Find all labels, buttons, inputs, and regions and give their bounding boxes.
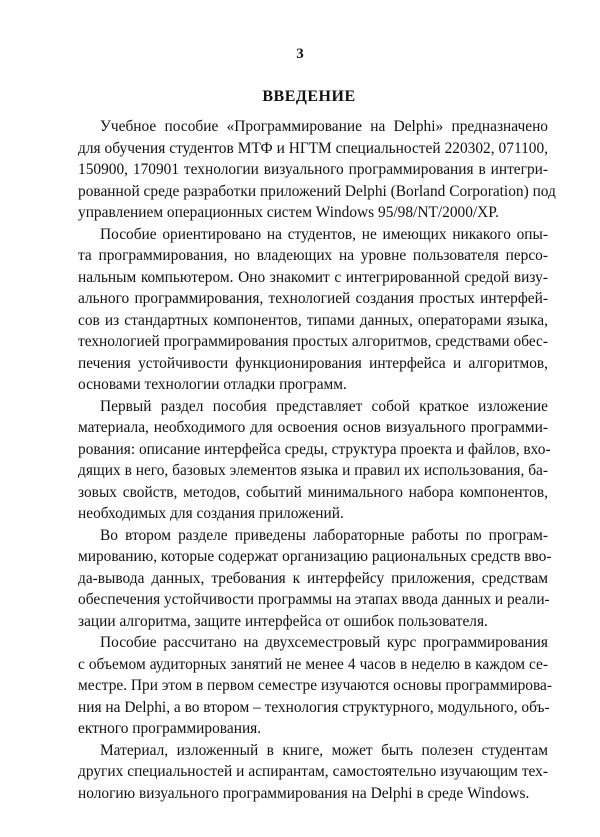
text-line: других специальностей и аспирантам, самостоятельно изучающим тех- bbox=[78, 763, 548, 780]
text-line: ектного программирования. bbox=[78, 720, 262, 737]
text-line: ния на Delphi, а во втором – технология структурного, модульного, объ- bbox=[78, 698, 550, 716]
text-line: сов из стандартных компонентов, типами данных, операторами языка, bbox=[78, 311, 548, 329]
text-line: Материал, изложенный в книге, может быть полезен студентам bbox=[100, 741, 548, 759]
text-line: управлением операционных систем Windows 95/98/NT/2000/XP. bbox=[78, 204, 500, 221]
text-line: необходимых для создания приложений. bbox=[78, 505, 344, 522]
paragraph-1 bbox=[78, 116, 556, 224]
text-line: рования: описание интерфейса среды, структура проекта и файлов, вхо- bbox=[78, 440, 551, 458]
text-line: местре. При этом в первом семестре изучаются основы программирова- bbox=[78, 677, 552, 694]
text-line: зовых свойств, методов, событий минимального набора компонентов, bbox=[78, 483, 548, 501]
text-line: Первый раздел пособия представляет собой краткое изложение bbox=[100, 397, 548, 415]
page-title: ВВЕДЕНИЕ bbox=[262, 88, 356, 105]
paragraph-2 bbox=[78, 224, 548, 396]
text-line: Во втором разделе приведены лабораторные работы по програм- bbox=[100, 526, 548, 544]
text-line: та программирования, но владеющих на уровне пользователя персо- bbox=[78, 247, 548, 264]
text-line: мированию, которые содержат организацию рациональных средств вво- bbox=[78, 548, 552, 565]
paragraph-3 bbox=[78, 396, 551, 525]
text-line: Пособие ориентировано на студентов, не имеющих никакого опы- bbox=[100, 225, 548, 243]
text-line: печения устойчивости функционирования интерфейса и алгоритмов, bbox=[78, 354, 548, 372]
body-text bbox=[78, 116, 556, 804]
text-line: Учебное пособие «Программирование на Delphi» предназначено bbox=[100, 118, 548, 135]
text-line: основами технологии отладки программ. bbox=[78, 376, 347, 393]
text-line: нальным компьютером. Оно знакомит с интегрированной средой визу- bbox=[78, 268, 548, 286]
paragraph-5 bbox=[78, 632, 552, 740]
text-line: дящих в него, базовых элементов языка и правил их использования, ба- bbox=[78, 462, 548, 479]
text-line: зации алгоритма, защите интерфейса от ошибок пользователя. bbox=[78, 612, 488, 630]
text-line: для обучения студентов МТФ и НГТМ специальностей 220302, 071100, bbox=[78, 139, 548, 157]
paragraph-4 bbox=[78, 525, 552, 633]
text-line: нологию визуального программирования на Delphi в среде Windows. bbox=[78, 784, 530, 802]
text-line: рованной среде разработки приложений Delphi (Borland Corporation) под bbox=[78, 182, 556, 200]
text-line: материала, необходимого для освоения основ визуального программи- bbox=[78, 419, 548, 436]
text-line: технологией программирования простых алгоритмов, средствами обес- bbox=[78, 333, 549, 350]
text-line: ального программирования, технологией создания простых интерфей- bbox=[78, 290, 548, 307]
page-number: 3 bbox=[296, 46, 304, 62]
text-line: 150900, 170901 технологии визуального программирования в интегри- bbox=[78, 161, 548, 178]
text-line: Пособие рассчитано на двухсеместровый курс программирования bbox=[100, 634, 548, 651]
paragraph-6 bbox=[78, 740, 548, 805]
text-line: да-вывода данных, требования к интерфейсу приложения, средствам bbox=[78, 569, 548, 587]
text-line: с объемом аудиторных занятий не менее 4 часов в неделю в каждом се- bbox=[78, 655, 548, 673]
text-line: обеспечения устойчивости программы на этапах ввода данных и реали- bbox=[78, 591, 550, 608]
